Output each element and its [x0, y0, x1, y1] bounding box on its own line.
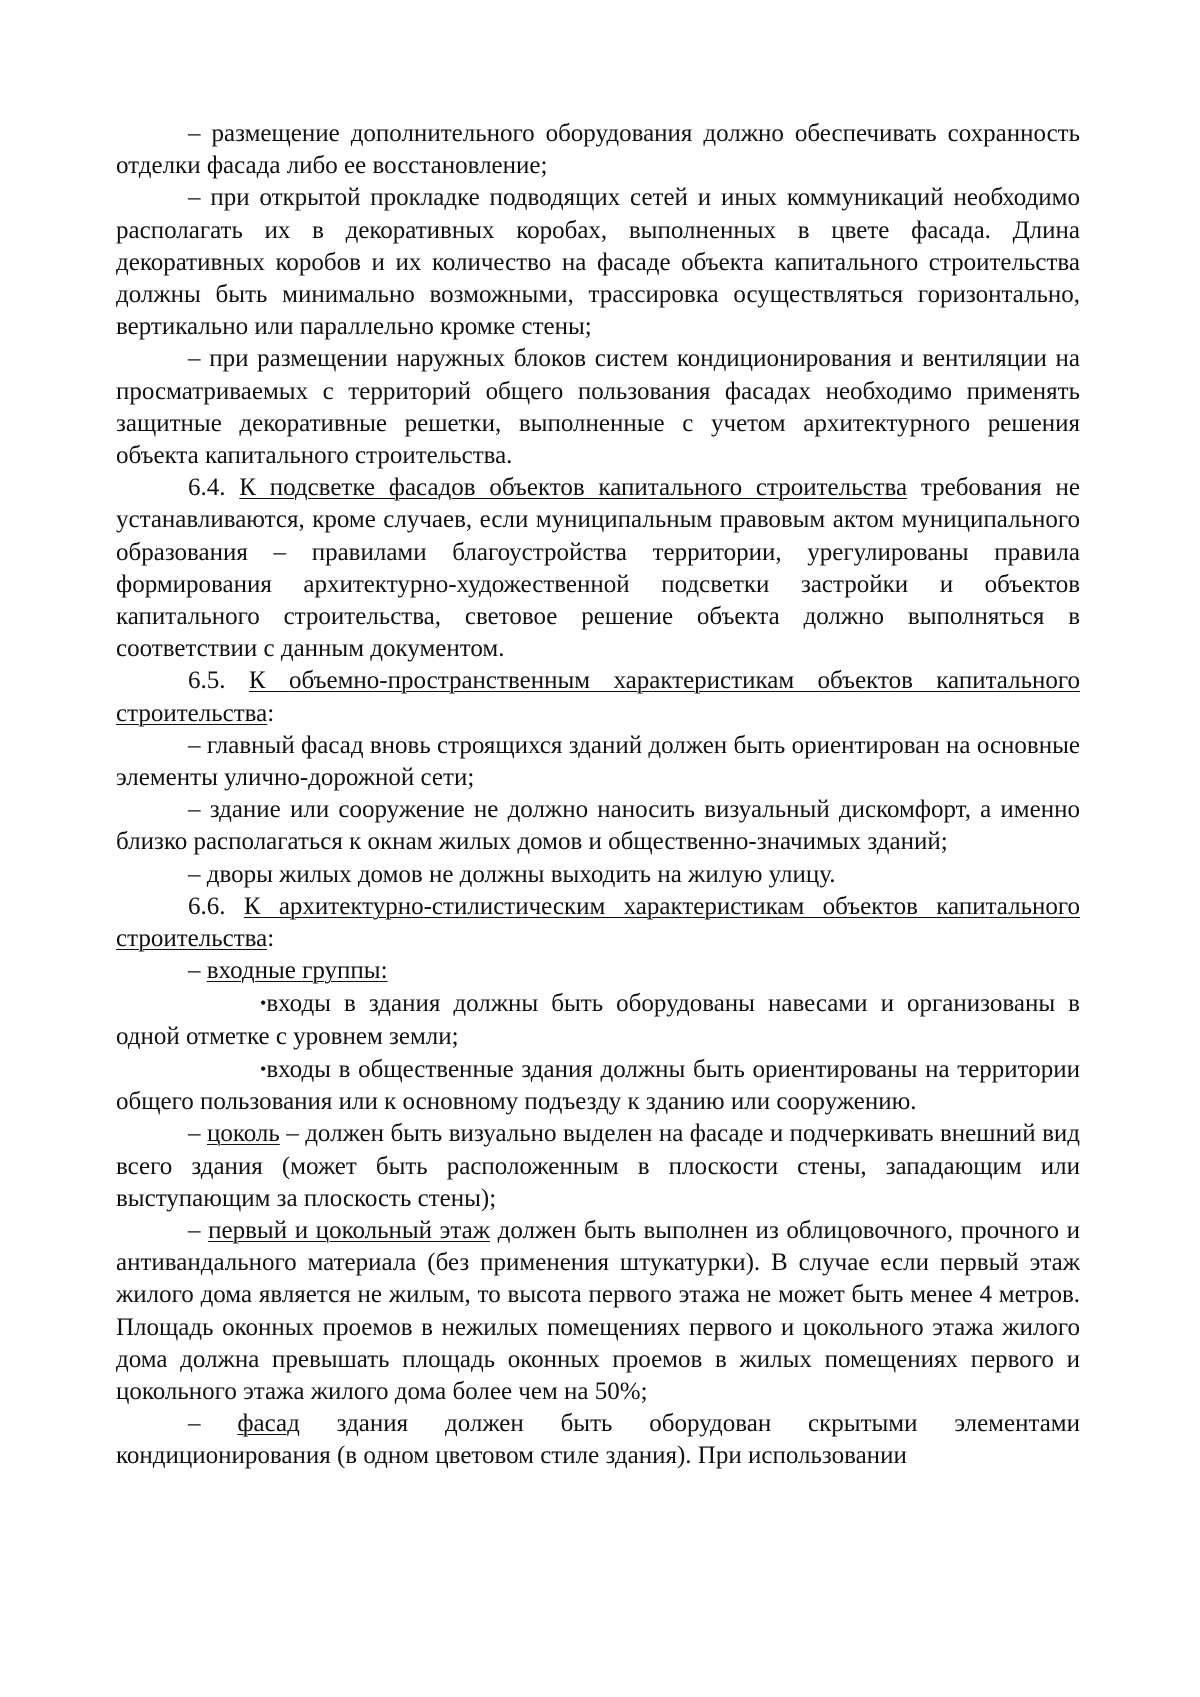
- paragraph-first-floor: [116, 1215, 1080, 1408]
- section-number: 6.4.: [188, 474, 240, 502]
- dash-marker: –: [188, 957, 207, 985]
- dash-marker: –: [188, 345, 210, 373]
- dash-marker: –: [188, 796, 210, 824]
- paragraph-main-facade: [116, 730, 1080, 794]
- paragraph-text: при открытой прокладке подводящих сетей и иных коммуникаций необходимо располагать их в декоративных коробах, выполненных в цвете фасада. Длина декоративных коробов и их количество на фасаде объекта капитального строительства должны быть минимально возможными, трассировка осуществляться горизонтально, вертикально или параллельно кромке стены;: [116, 184, 1081, 341]
- dash-marker: –: [188, 731, 207, 759]
- paragraph-equipment-placement: [116, 118, 1080, 182]
- bullet-marker: •: [260, 1058, 267, 1079]
- paragraph-air-conditioning-units: [116, 343, 1080, 472]
- dash-marker: –: [188, 1120, 207, 1148]
- paragraph-text: :: [267, 699, 275, 727]
- paragraph-utility-networks: [116, 182, 1080, 343]
- subheading-first-floor: первый и цокольный этаж: [208, 1216, 490, 1244]
- section-heading: К объемно-пространственным характеристикам объектов капитального строительства: [116, 667, 1081, 727]
- paragraph-courtyards: [116, 859, 1080, 891]
- section-number: 6.5.: [188, 667, 249, 695]
- section-heading: К подсветке фасадов объектов капитального строительства: [239, 474, 908, 502]
- paragraph-plinth: [116, 1118, 1080, 1215]
- section-number: 6.6.: [188, 892, 244, 920]
- paragraph-visual-discomfort: [116, 794, 1080, 858]
- paragraph-text: дворы жилых домов не должны выходить на жилую улицу.: [206, 860, 836, 888]
- paragraph-text: размещение дополнительного оборудования должно обеспечивать сохранность отделки фасада либо ее восстановление;: [116, 120, 1081, 180]
- subheading-plinth: цоколь: [206, 1120, 280, 1148]
- dash-marker: –: [188, 120, 212, 147]
- paragraph-text: требования не устанавливаются, кроме случаев, если муниципальным правовым актом муниципального образования – правилами благоустройства территории, урегулированы правила формирования архитектурно-художественной подсветки застройки и объектов капитального строительства, световое решение объекта должно выполняться в соответствии с данным документом.: [116, 474, 1080, 663]
- document-page: [116, 118, 1080, 1473]
- dash-marker: –: [188, 184, 211, 212]
- paragraph-text: здания должен быть оборудован скрытыми элементами кондиционирования (в одном цветовом стиле здания). При использовании: [116, 1410, 1080, 1470]
- paragraph-text: – должен быть визуально выделен на фасаде и подчеркивать внешний вид всего здания (может быть расположенным в плоскости стены, западающим или выступающим за плоскость стены);: [116, 1120, 1080, 1212]
- subheading-entrance-groups: входные группы:: [206, 957, 388, 985]
- dash-marker: –: [188, 860, 207, 888]
- bullet-public-building-entrances: [116, 1053, 1080, 1118]
- paragraph-text: входы в общественные здания должны быть ориентированы на территории общего пользования или к основному подъезду к зданию или сооружению.: [116, 1055, 1080, 1116]
- section-heading: К архитектурно-стилистическим характеристикам объектов капитального строительства: [116, 892, 1081, 953]
- paragraph-entrance-groups: [116, 955, 1080, 987]
- paragraph-text: главный фасад вновь строящихся зданий должен быть ориентирован на основные элементы улично-дорожной сети;: [116, 731, 1080, 792]
- section-6-4-facade-lighting: [116, 472, 1080, 665]
- bullet-marker: •: [260, 993, 267, 1014]
- section-6-5-volume-spatial: [116, 665, 1080, 729]
- paragraph-text: при размещении наружных блоков систем кондиционирования и вентиляции на просматриваемых с территорий общего пользования фасадах необходимо применять защитные декоративные решетки, выполненные с учетом архитектурного решения объекта капитального строительства.: [116, 345, 1080, 470]
- subheading-facade: фасад: [237, 1410, 300, 1438]
- section-6-6-architectural-style: [116, 891, 1080, 955]
- paragraph-text: должен быть выполнен из облицовочного, прочного и антивандального материала (без применения штукатурки). В случае если первый этаж жилого дома является не жилым, то высота первого этажа не может быть менее 4 метров. Площадь оконных проемов в нежилых помещениях первого и цокольного этажа жилого дома должна превышать площадь оконных проемов в жилых помещениях первого и цокольного этажа жилого дома более чем на 50%;: [116, 1216, 1081, 1405]
- paragraph-text: входы в здания должны быть оборудованы навесами и организованы в одной отметке с уровнем земли;: [116, 990, 1080, 1050]
- dash-marker: –: [188, 1216, 209, 1244]
- paragraph-text: здание или сооружение не должно наносить визуальный дискомфорт, а именно близко располагаться к окнам жилых домов и общественно-значимых зданий;: [116, 796, 1080, 856]
- paragraph-facade-conditioning: [116, 1408, 1080, 1472]
- dash-marker: –: [188, 1410, 238, 1438]
- paragraph-text: :: [267, 925, 275, 953]
- bullet-entrances-canopies: [116, 987, 1080, 1052]
